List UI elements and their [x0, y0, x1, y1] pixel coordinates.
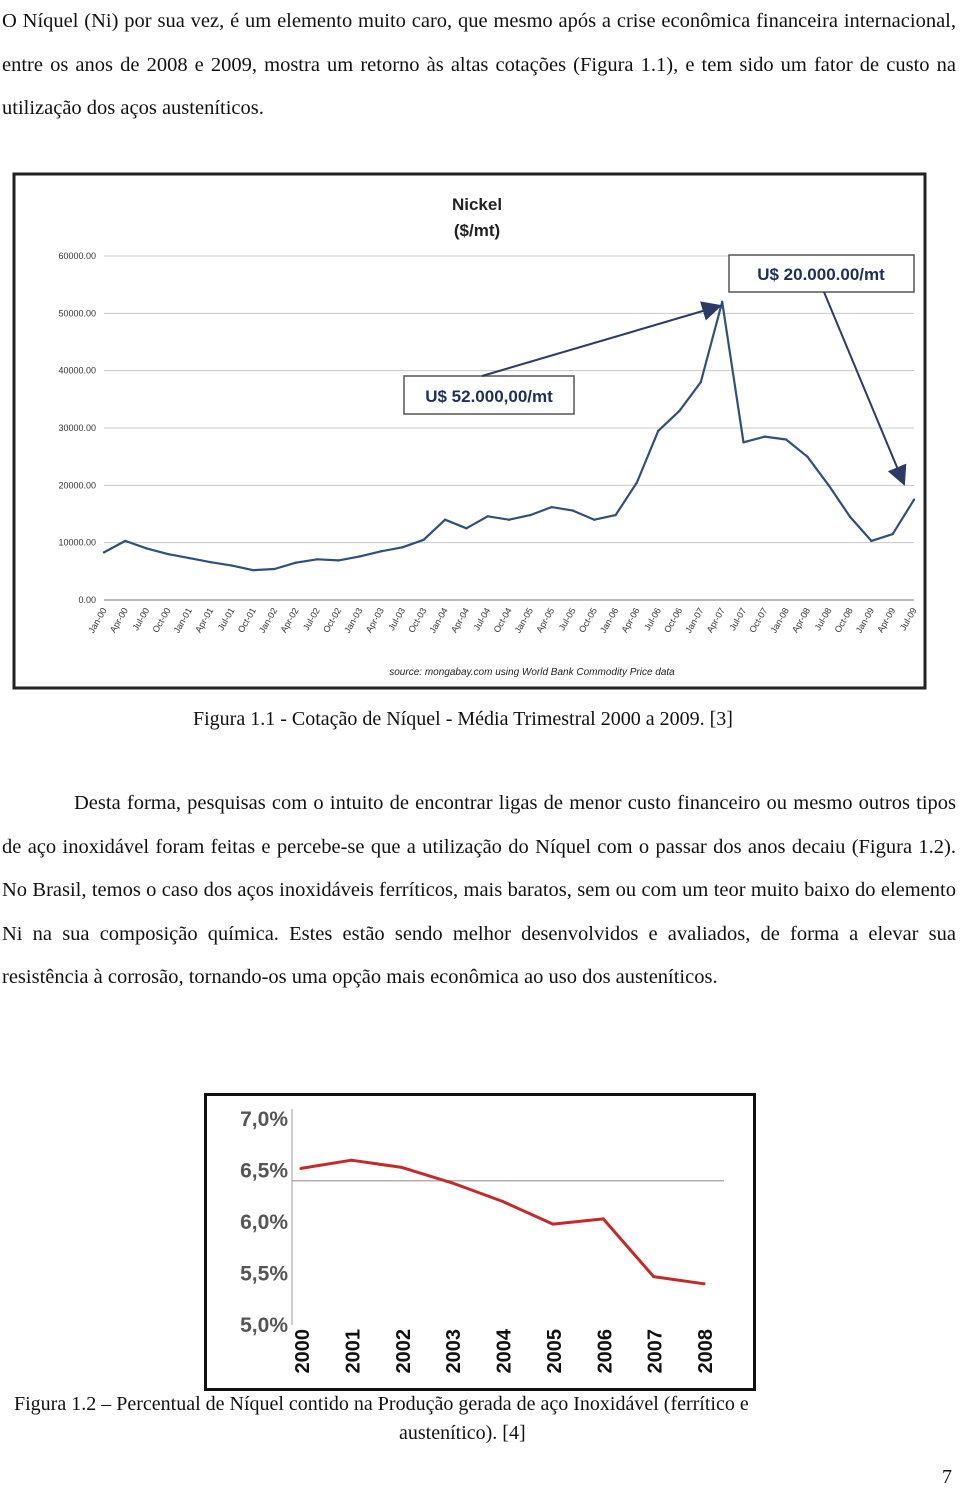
data-point — [252, 569, 254, 571]
data-point — [423, 539, 425, 541]
y-tick-label: 10000.00 — [58, 537, 96, 548]
data-point — [602, 1217, 605, 1220]
x-tick-label: Apr-08 — [789, 606, 813, 635]
chart-title-line1: Nickel — [451, 195, 503, 214]
data-point — [550, 506, 552, 508]
data-point — [572, 509, 574, 511]
data-point — [465, 527, 467, 529]
data-point — [785, 438, 787, 440]
x-tick-label: Jan-04 — [427, 606, 450, 635]
x-tick-label: Jul-05 — [556, 606, 578, 633]
x-tick-label: Oct-04 — [491, 606, 514, 635]
data-point — [400, 1166, 403, 1169]
y-tick-label: 40000.00 — [58, 365, 96, 376]
y-tick-label: 6,0% — [240, 1211, 288, 1234]
x-tick-label: Apr-01 — [193, 606, 216, 635]
y-tick-label: 5,0% — [240, 1314, 288, 1337]
page-number: 7 — [942, 1466, 952, 1488]
y-tick-label: 7,0% — [240, 1108, 288, 1131]
nickel-price-chart — [12, 172, 927, 690]
data-point — [764, 435, 766, 437]
data-point — [703, 1282, 706, 1285]
y-tick-label: 50000.00 — [58, 308, 96, 319]
x-tick-label: Apr-09 — [875, 606, 898, 635]
x-tick-label: 2005 — [543, 1329, 566, 1374]
x-tick-label: 2007 — [644, 1329, 667, 1374]
x-tick-label: Oct-08 — [832, 606, 855, 635]
x-tick-label: Jul-08 — [812, 606, 834, 633]
figure-1-2-caption-line1: Figura 1.2 – Percentual de Níquel contido na Produção gerada de aço Inoxidável (ferrítico e — [14, 1393, 749, 1415]
y-tick-label: 60000.00 — [58, 251, 96, 261]
x-tick-label: Oct-00 — [150, 606, 173, 635]
paragraph-intro: O Níquel (Ni) por sua vez, é um elemento muito caro, que mesmo após a crise econômica financeira internacional, entre os anos de 2008 e 2009, mostra um retorno às altas cotações (Figura 1.1), e tem sido um fator de custo na utilização dos aços austeníticos. — [2, 10, 956, 119]
data-point — [167, 553, 169, 555]
data-point — [636, 481, 638, 483]
chart-source: source: mongabay.com using World Bank Commodity Price data — [389, 667, 675, 678]
x-tick-label: Apr-06 — [619, 606, 642, 635]
data-point — [359, 555, 361, 557]
data-point — [188, 557, 190, 559]
x-tick-label: Apr-00 — [107, 606, 131, 635]
data-point — [849, 516, 851, 518]
x-tick-label: Jul-02 — [300, 606, 322, 633]
x-tick-label: Jan-00 — [86, 606, 109, 635]
x-tick-label: Oct-05 — [576, 606, 599, 635]
x-tick-label: 2008 — [695, 1329, 717, 1374]
x-tick-label: Jul-09 — [897, 606, 919, 633]
data-point — [295, 562, 297, 564]
x-tick-label: Jan-09 — [853, 606, 877, 635]
data-point — [231, 564, 233, 566]
x-tick-label: Jan-05 — [512, 606, 536, 635]
x-tick-label: Jul-03 — [386, 606, 408, 633]
data-point — [103, 551, 105, 553]
data-point — [337, 559, 339, 561]
data-point — [209, 561, 211, 563]
x-tick-label: Oct-02 — [321, 606, 344, 635]
nickel-percentage-chart — [204, 1093, 756, 1391]
data-point — [551, 1223, 554, 1226]
x-tick-labels — [292, 1328, 717, 1373]
y-tick-label: 30000.00 — [58, 423, 96, 433]
data-point — [828, 484, 830, 486]
data-point — [657, 430, 659, 432]
data-point — [614, 514, 616, 516]
annotation-recent-label: U$ 20.000.00/mt — [757, 265, 885, 284]
annotation-recent-box — [729, 255, 914, 292]
data-point — [486, 515, 488, 517]
x-tick-label: Apr-07 — [704, 606, 727, 635]
annotation-peak-box — [404, 376, 574, 414]
data-point — [652, 1275, 655, 1278]
data-point — [273, 568, 275, 570]
chart-frame — [206, 1095, 755, 1390]
chart-title-line2: ($/mt) — [453, 221, 501, 240]
x-tick-label: Oct-03 — [406, 606, 429, 635]
x-tick-label: Jul-00 — [130, 606, 152, 633]
data-point — [870, 540, 872, 542]
x-tick-label: Jan-07 — [683, 606, 706, 635]
x-tick-label: Jul-06 — [642, 606, 663, 633]
x-tick-label: 2003 — [443, 1329, 466, 1374]
paragraph-body: Desta forma, pesquisas com o intuito de encontrar ligas de menor custo financeiro ou mesmo outros tipos de aço inoxidável foram feitas e percebe-se que a utilização do Níquel com o passar dos anos decaiu (Figura 1.2). No Brasil, temos o caso dos aços inoxidáveis ferríticos, mais baratos, sem ou com um teor muito baixo do elemento Ni na sua composição química. Estes estão sendo melhor desenvolvidos e avaliados, de forma a elevar sua resistência à corrosão, tornando-os uma opção mais econômica ao uso dos austeníticos. — [2, 792, 956, 988]
data-point — [891, 533, 893, 535]
x-tick-label: Jan-06 — [597, 606, 621, 635]
data-point — [145, 547, 147, 549]
y-tick-label: 5,5% — [240, 1262, 288, 1286]
y-tick-label: 0.00 — [78, 595, 96, 605]
annotation-peak-label: U$ 52.000,00/mt — [425, 387, 553, 406]
x-tick-label: Jan-02 — [256, 606, 280, 635]
data-point — [401, 546, 403, 548]
figure-1-2-caption-line2: austenítico). [4] — [399, 1422, 526, 1444]
x-tick-label: Jan-08 — [768, 606, 791, 635]
x-tick-label: Apr-03 — [363, 606, 386, 635]
x-tick-label: 2001 — [342, 1329, 365, 1374]
data-point — [350, 1159, 353, 1162]
data-point — [124, 540, 126, 542]
x-tick-label: Jan-03 — [342, 606, 365, 635]
data-point — [508, 519, 510, 521]
x-tick-label: Jan-01 — [171, 606, 194, 635]
x-tick-label: 2002 — [392, 1329, 415, 1374]
figure-1-1-caption: Figura 1.1 - Cotação de Níquel - Média Trimestral 2000 a 2009. [3] — [193, 708, 733, 730]
data-point — [451, 1181, 454, 1184]
x-tick-label: Apr-04 — [448, 606, 472, 635]
data-point — [501, 1200, 504, 1203]
data-point — [380, 550, 382, 552]
y-tick-label: 6,5% — [240, 1159, 288, 1183]
x-tick-label: 2006 — [594, 1329, 617, 1374]
y-tick-label: 20000.00 — [58, 480, 96, 491]
x-tick-label: Jul-01 — [215, 606, 237, 633]
x-tick-label: Jul-04 — [471, 606, 493, 633]
x-tick-label: Jul-07 — [727, 606, 749, 633]
data-point — [316, 558, 318, 560]
x-tick-label: Oct-01 — [235, 606, 258, 635]
data-point — [700, 381, 702, 383]
x-tick-label: Oct-06 — [662, 606, 685, 635]
x-tick-label: 2000 — [292, 1329, 314, 1374]
data-point — [806, 455, 808, 457]
data-point — [742, 441, 744, 443]
x-tick-label: 2004 — [493, 1329, 516, 1374]
data-point — [593, 519, 595, 521]
data-point — [300, 1167, 303, 1170]
data-point — [678, 410, 680, 412]
data-point — [444, 519, 446, 521]
data-point — [529, 514, 531, 516]
data-point — [913, 498, 915, 500]
data-point — [721, 301, 723, 303]
x-tick-label: Apr-05 — [534, 606, 557, 635]
x-tick-label: Oct-07 — [747, 606, 770, 635]
x-tick-label: Apr-02 — [278, 606, 301, 635]
